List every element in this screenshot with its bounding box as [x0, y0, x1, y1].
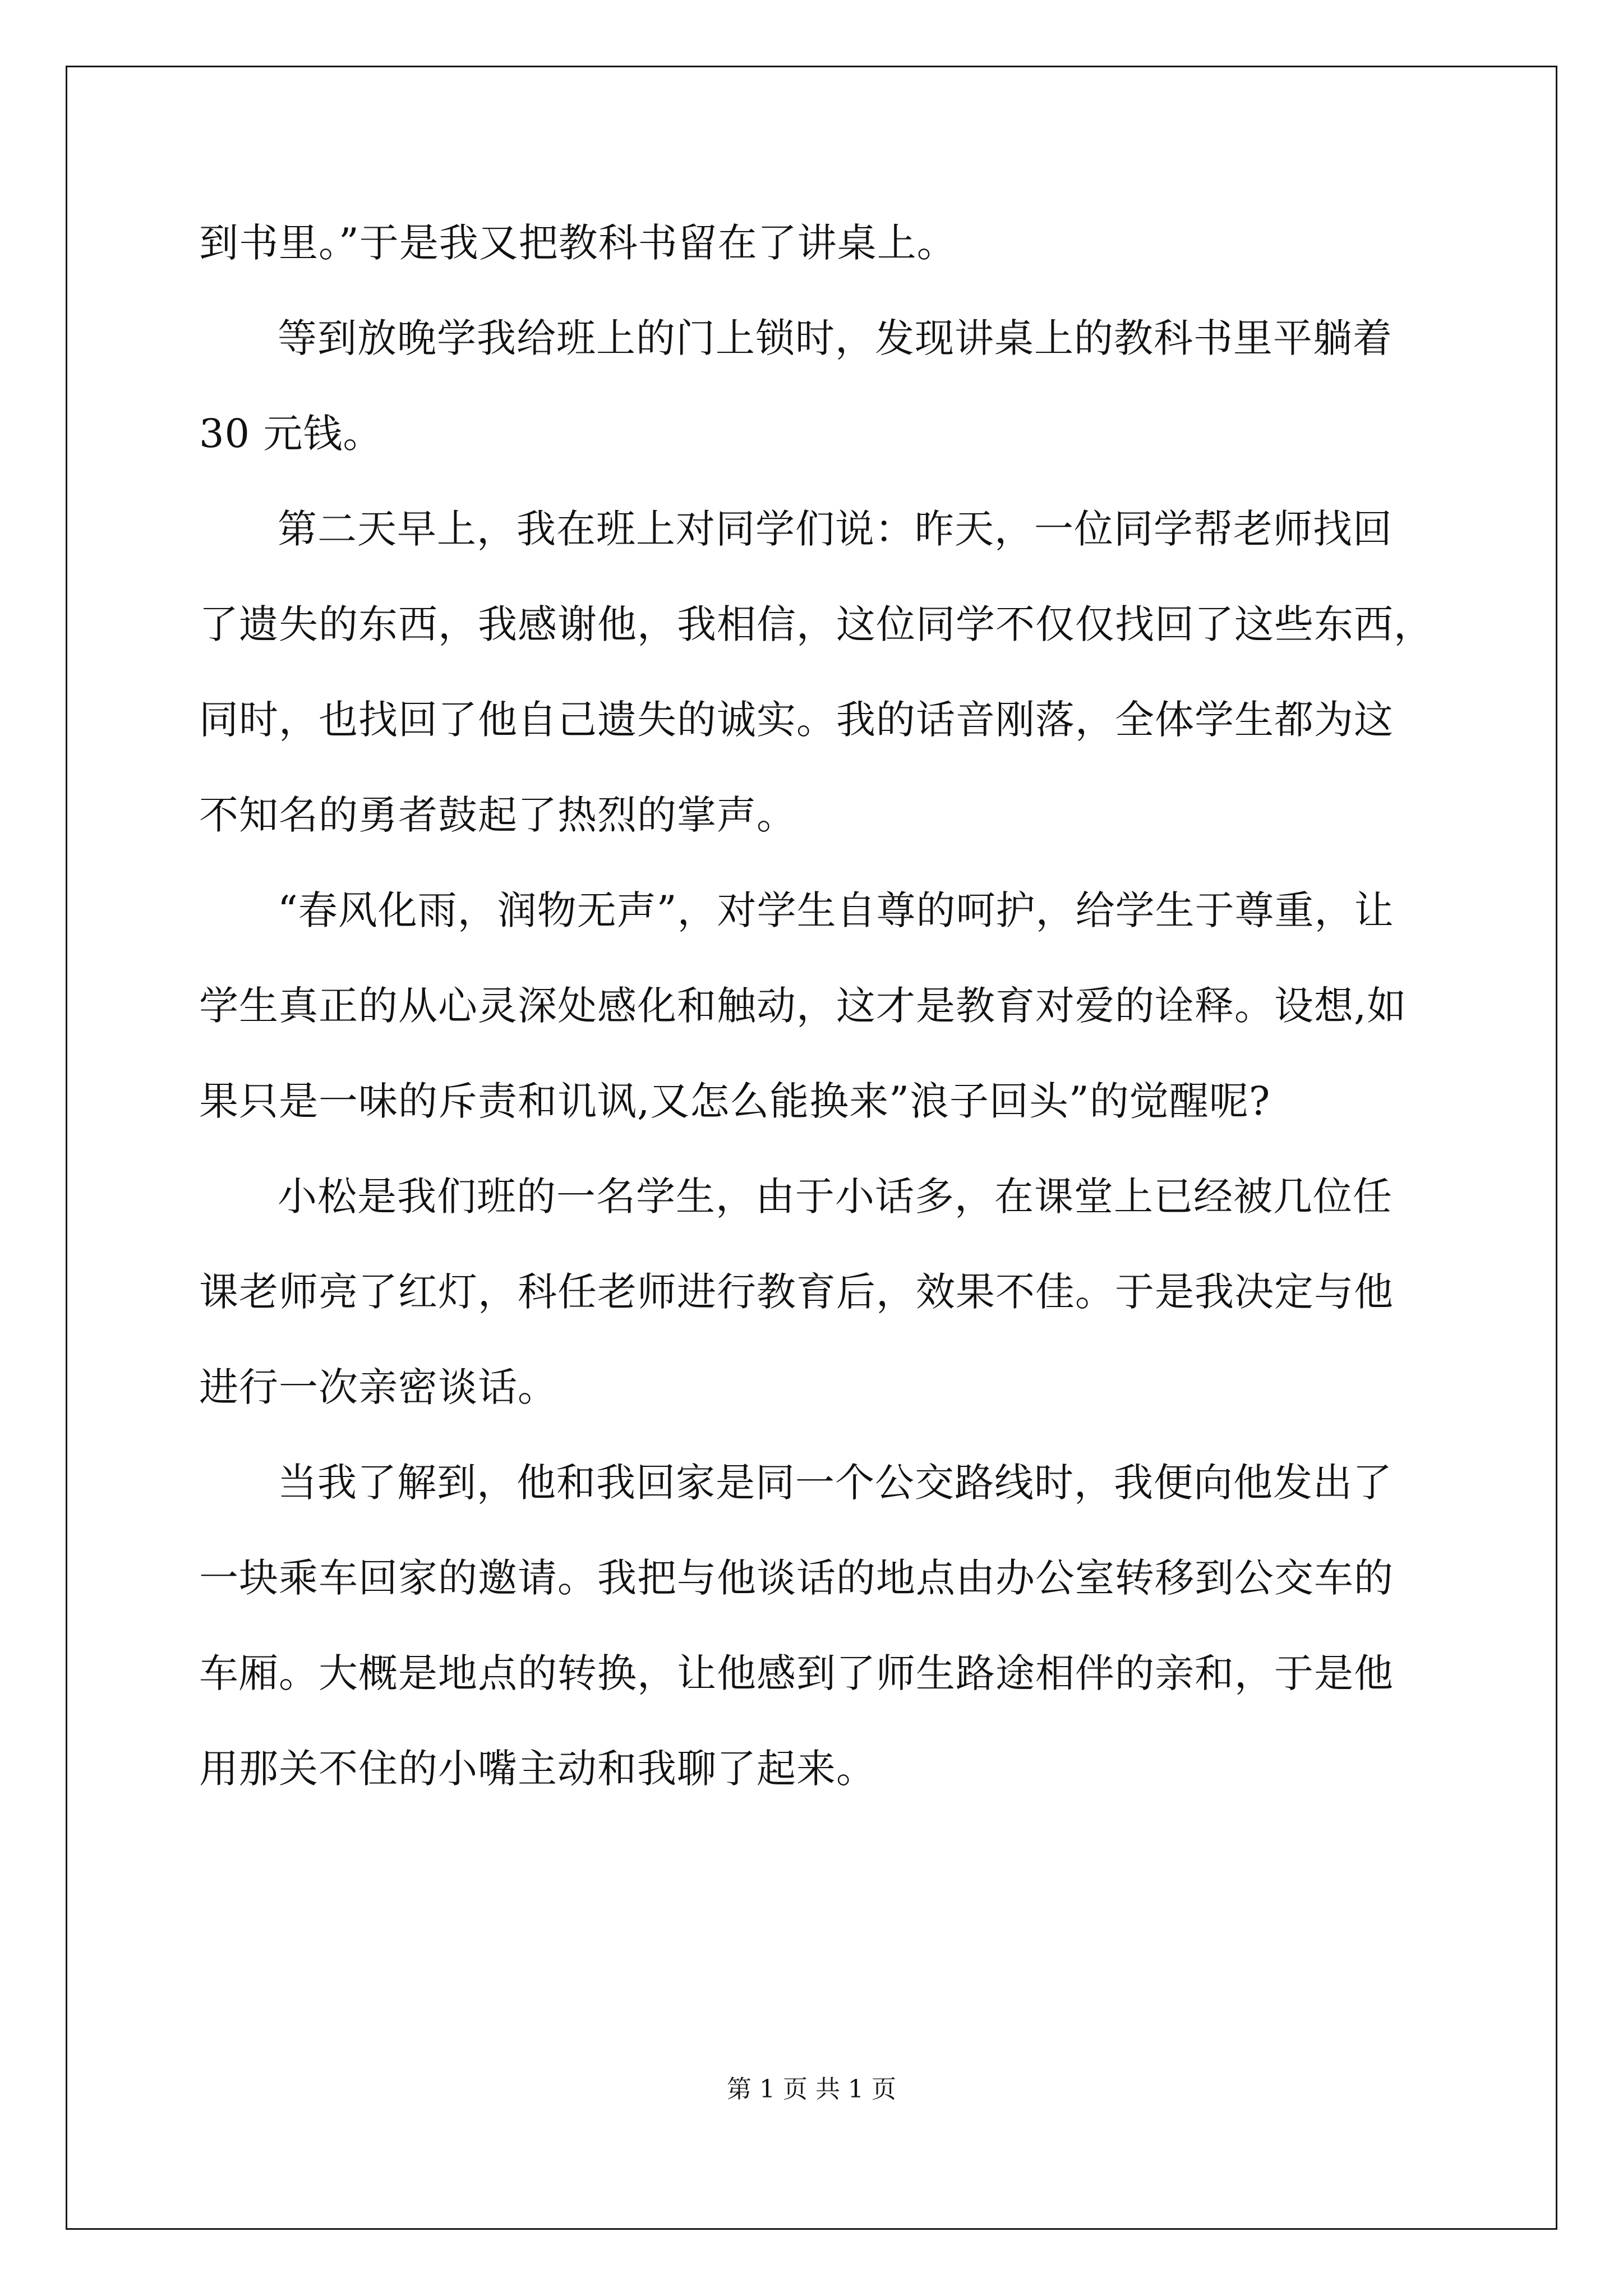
text-line: 课老师亮了红灯，科任老师进行教育后，效果不佳。于是我决定与他 [199, 1269, 1394, 1315]
text-line: 果只是一味的斥责和讥讽,又怎么能换来”浪子回头”的觉醒呢? [199, 1078, 1271, 1124]
text-line: 当我了解到，他和我回家是同一个公交路线时，我便向他发出了 [278, 1460, 1393, 1506]
text-line: 学生真正的从心灵深处感化和触动，这才是教育对爱的诠释。设想,如 [199, 983, 1407, 1029]
text-line: 等到放晚学我给班上的门上锁时，发现讲桌上的教科书里平躺着 [278, 315, 1393, 361]
text-line: 同时，也找回了他自己遗失的诚实。我的话音刚落，全体学生都为这 [199, 697, 1394, 743]
text-line: 到书里。”于是我又把教科书留在了讲桌上。 [199, 220, 957, 266]
page-footer: 第 1 页 共 1 页 [727, 2075, 896, 2104]
document-body [199, 195, 1433, 1816]
text-line: 进行一次亲密谈话。 [199, 1364, 557, 1410]
text-line: 车厢。大概是地点的转换，让他感到了师生路途相伴的亲和，于是他 [199, 1650, 1394, 1696]
text-line: 30 元钱。 [199, 411, 383, 457]
text-line: 小松是我们班的一名学生，由于小话多，在课堂上已经被几位任 [278, 1174, 1393, 1220]
text-line: 第二天早上，我在班上对同学们说：昨天，一位同学帮老师找回 [278, 506, 1393, 552]
text-line: 不知名的勇者鼓起了热烈的掌声。 [199, 792, 796, 838]
text-line: 了遗失的东西，我感谢他，我相信，这位同学不仅仅找回了这些东西， [199, 601, 1433, 647]
text-line: 一块乘车回家的邀请。我把与他谈话的地点由办公室转移到公交车的 [199, 1555, 1394, 1601]
text-line: “春风化雨，润物无声”，对学生自尊的呵护，给学生于尊重，让 [278, 887, 1394, 933]
text-line: 用那关不住的小嘴主动和我聊了起来。 [199, 1746, 876, 1792]
